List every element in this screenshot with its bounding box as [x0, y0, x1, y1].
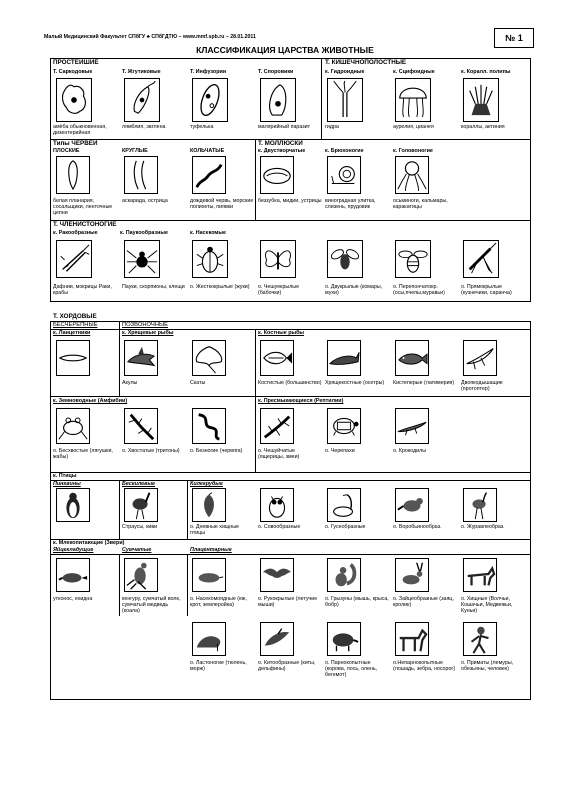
- carinates-header: Килегрудые: [190, 481, 223, 487]
- vertebrates-label: ПОЗВОНОЧНЫЕ: [122, 322, 168, 328]
- protists-title: ПРОСТЕЙШИЕ: [53, 59, 99, 66]
- divider: [321, 58, 322, 140]
- monotremes-header: Яйцекладущие: [53, 547, 94, 553]
- amphibians-header: к. Земноводные (Амфибии): [53, 398, 128, 404]
- kangaroo-icon: [124, 558, 158, 592]
- mammal-caption-0: утконос, ехидна: [53, 596, 93, 602]
- arthropod-caption-6: о. Прямокрылые (кузнечики, саранча): [461, 284, 512, 296]
- divider: [119, 321, 120, 397]
- coel-head-0: к. Гидроидные: [325, 69, 365, 75]
- shark-icon: [124, 340, 158, 376]
- fish-caption-1: Акулы: [122, 380, 138, 386]
- header-line: Малый Медицинский Факультет СПбГУ ♣ СПбГДТЮ – www.mmf.spb.ru – 28.01.2011: [44, 34, 256, 40]
- hydra-icon: [327, 78, 363, 122]
- mollusc-caption-1: виноградная улитка, слизень, прудовик: [325, 198, 376, 210]
- molluscs-title: Т. МОЛЛЮСКИ: [258, 140, 303, 147]
- bird-caption-4: о. Гусеобразные: [325, 524, 366, 530]
- reptile-caption-0: о. Чешуйчатые (ящерицы, змеи): [258, 448, 300, 460]
- squirrel-icon: [327, 558, 361, 592]
- mollusc-caption-2: осьминоги, кальмары, каракатицы: [393, 198, 448, 210]
- frog-icon: [56, 408, 90, 444]
- ratites-header: Бескилевые: [122, 481, 156, 487]
- marsupials-header: Сумчатые: [122, 547, 152, 553]
- sturgeon-icon: [327, 340, 361, 376]
- octopus-icon: [395, 156, 429, 194]
- grasshopper-icon: [463, 240, 499, 278]
- mammal2-caption-1: о. Китообразные (киты, дельфины): [258, 660, 316, 672]
- walrus-icon: [192, 622, 226, 656]
- fish-caption-2: Скаты: [190, 380, 206, 386]
- mammal-caption-6: о. Хищные (Волчьи, Кошачьи, Медвежьи, Куньи): [461, 596, 513, 614]
- sheet-number: № 1: [494, 28, 534, 48]
- arthropod-class-0: к. Ракообразные: [53, 230, 98, 236]
- bird-caption-5: о. Воробьинообраз.: [393, 524, 442, 530]
- amphibian-caption-0: о. Бесхвостые (лягушки, жабы): [53, 448, 113, 460]
- divider: [255, 139, 256, 221]
- hare-icon: [395, 558, 429, 592]
- coel-caption-0: гидра: [325, 124, 339, 130]
- paramecium-icon: [192, 78, 228, 122]
- plasmodium-icon: [260, 78, 296, 122]
- bivalve-icon: [260, 156, 294, 194]
- monkey-icon: [463, 622, 497, 656]
- mammal-caption-4: о. Грызуны (мышь, крыса, бобр): [325, 596, 389, 608]
- crayfish-icon: [56, 240, 92, 278]
- bat-icon: [260, 558, 294, 592]
- worm-head-2: КОЛЬЧАТЫЕ: [190, 148, 225, 154]
- worm-head-1: КРУГЛЫЕ: [122, 148, 148, 154]
- divider: [187, 554, 188, 616]
- mammal-caption-3: о. Рукокрылые (летучие мыши): [258, 596, 318, 608]
- mollusc-head-0: к. Двустворчатые: [258, 148, 306, 154]
- penguins-header: Пингвины: [53, 481, 81, 487]
- euglena-icon: [124, 78, 160, 122]
- divider: [255, 329, 256, 397]
- owl-icon: [260, 488, 294, 522]
- protist-caption-2: туфелька: [190, 124, 214, 130]
- mollusc-caption-0: беззубка, мидии, устрицы: [258, 198, 322, 204]
- arthropod-caption-0: Дафнии, мокрицы Раки, крабы: [53, 284, 112, 296]
- arthropod-caption-3: о. Чешуекрылые (бабочки): [258, 284, 300, 296]
- mammal-caption-1: кенгуру, сумчатый волк, сумчатый медведь (коала): [122, 596, 181, 614]
- placentals-header: Плацентарные: [190, 547, 232, 553]
- arthropods-title: Т. ЧЛЕНИСТОНОГИЕ: [53, 221, 117, 228]
- dolphin-icon: [260, 622, 294, 656]
- coel-head-2: к. Коралл. полипы: [461, 69, 511, 75]
- coelacanth-icon: [395, 340, 429, 376]
- coral-icon: [463, 78, 499, 122]
- worm-caption-0: белая планария, сосальщики, ленточные цепни: [53, 198, 113, 216]
- protist-caption-1: лямблия, эвглена: [122, 124, 166, 130]
- worms-title: Типы ЧЕРВЕЙ: [53, 140, 98, 147]
- divider: [50, 554, 531, 555]
- fish-caption-3: Костистые (большинство): [258, 380, 322, 386]
- roundworm-icon: [124, 156, 158, 194]
- divider: [50, 396, 531, 397]
- divider: [255, 396, 256, 472]
- protist-head-1: Т. Жгутиковые: [122, 69, 161, 75]
- mammal2-caption-4: о. Приматы (лемуры, обезьяны, человек): [461, 660, 514, 672]
- coel-caption-2: кораллы, актиния: [461, 124, 505, 130]
- boar-icon: [327, 622, 361, 656]
- divider: [119, 554, 120, 616]
- amoeba-icon: [56, 78, 92, 122]
- chordates-title: Т. ХОРДОВЫЕ: [53, 313, 97, 320]
- birds-header: к. Птицы: [53, 473, 77, 479]
- bee-icon: [395, 240, 431, 278]
- divider: [119, 480, 120, 540]
- lungfish-icon: [463, 340, 497, 376]
- reptiles-header: к. Пресмыкающиеся (Рептилии): [258, 398, 344, 404]
- reptile-caption-1: о. Черепахи: [325, 448, 355, 454]
- arthropod-caption-1: Пауки, скорпионы, клещи: [122, 284, 185, 290]
- arthropod-caption-4: о. Двукрылые (комары, мухи): [325, 284, 383, 296]
- fish-caption-4: Хрящекостные (осетры): [325, 380, 385, 386]
- horse-icon: [395, 622, 429, 656]
- planaria-icon: [56, 156, 90, 194]
- lancelet-header: к. Ланцетники: [53, 330, 91, 336]
- wolf-icon: [463, 558, 497, 592]
- protist-head-0: Т. Саркодовые: [53, 69, 93, 75]
- fish-caption-5: Кистеперые (латимерия): [393, 380, 455, 386]
- mammal2-caption-0: о. Ластоногие (тюлень, морж): [190, 660, 247, 672]
- mammal2-caption-2: о. Парнокопытные (корова, лось, олень, бегемот): [325, 660, 378, 678]
- mammals-header: к. Млекопитающие (Звери): [53, 540, 125, 546]
- jellyfish-icon: [395, 78, 431, 122]
- perch-icon: [260, 340, 294, 376]
- ray-icon: [192, 340, 226, 376]
- protist-caption-3: малярийный паразит: [258, 124, 311, 130]
- lizard-icon: [260, 408, 294, 444]
- arthropod-caption-2: о. Жесткокрылые (жуки): [190, 284, 250, 290]
- fly-icon: [327, 240, 363, 278]
- mammal-caption-5: о. Зайцеобразные (заяц, кролик): [393, 596, 454, 608]
- spider-icon: [124, 240, 160, 278]
- fish-caption-6: Двоякодышащие (протоптер): [461, 380, 503, 392]
- worm-caption-1: аскарида, острица: [122, 198, 168, 204]
- page-title: КЛАССИФИКАЦИЯ ЦАРСТВА ЖИВОТНЫЕ: [196, 45, 374, 55]
- mole-icon: [192, 558, 226, 592]
- crocodile-icon: [395, 408, 429, 444]
- snail-icon: [327, 156, 361, 194]
- mollusc-head-1: к. Брюхоногие: [325, 148, 364, 154]
- newt-icon: [124, 408, 158, 444]
- butterfly-icon: [260, 240, 296, 278]
- coel-head-1: к. Сцифоидные: [393, 69, 435, 75]
- mollusc-head-2: к. Головоногие: [393, 148, 433, 154]
- bird-caption-6: о. Журавлеобраз.: [461, 524, 505, 530]
- divider: [50, 472, 531, 473]
- goose-icon: [327, 488, 361, 522]
- turtle-icon: [327, 408, 361, 444]
- reptile-caption-2: о. Крокодилы: [393, 448, 427, 454]
- amphibian-caption-1: о. Хвостатые (тритоны): [122, 448, 180, 454]
- protist-caption-0: амёба обыкновенная, дизентерийная: [53, 124, 107, 136]
- bird-caption-1: Страусы, киви: [122, 524, 158, 530]
- worm-head-0: ПЛОСКИЕ: [53, 148, 80, 154]
- bird-caption-3: о. Совообразные: [258, 524, 301, 530]
- arthropod-class-1: к. Паукообразные: [120, 230, 168, 236]
- coelenterates-title: Т. КИШЕЧНОПОЛОСТНЫЕ: [325, 59, 407, 66]
- eagle-icon: [192, 488, 226, 522]
- penguin-icon: [56, 488, 90, 522]
- protist-head-2: Т. Инфузории: [190, 69, 227, 75]
- arthropod-caption-5: о. Перепончатокр. (осы,пчелы,муравьи): [393, 284, 445, 296]
- arthropod-class-2: к. Насекомые: [190, 230, 227, 236]
- bird-caption-2: о. Дневные хищные птицы: [190, 524, 239, 536]
- mammal2-caption-3: о.Непарнокопытные (лошадь, зебра, носорог): [393, 660, 456, 672]
- cartilaginous-header: к. Хрящевые рыбы: [122, 330, 174, 336]
- sparrow-icon: [395, 488, 429, 522]
- lancelet-icon: [56, 340, 90, 376]
- platypus-icon: [56, 558, 90, 592]
- divider: [187, 480, 188, 540]
- bony-header: к. Костные рыбы: [258, 330, 305, 336]
- amphibian-caption-2: о. Безногие (червяга): [190, 448, 243, 454]
- ostrich-icon: [124, 488, 158, 522]
- earthworm-icon: [192, 156, 226, 194]
- caecilian-icon: [192, 408, 226, 444]
- coel-caption-1: аурелия, цианея: [393, 124, 434, 130]
- protist-head-3: Т. Споровики: [258, 69, 294, 75]
- crane-icon: [463, 488, 497, 522]
- beetle-icon: [192, 240, 228, 278]
- worm-caption-2: дождевой червь, морские полихеты, пиявки: [190, 198, 254, 210]
- mammal-caption-2: о. Насекомоядные (еж, крот, землеройка): [190, 596, 247, 608]
- acrania-label: БЕСЧЕРЕПНЫЕ: [53, 322, 98, 328]
